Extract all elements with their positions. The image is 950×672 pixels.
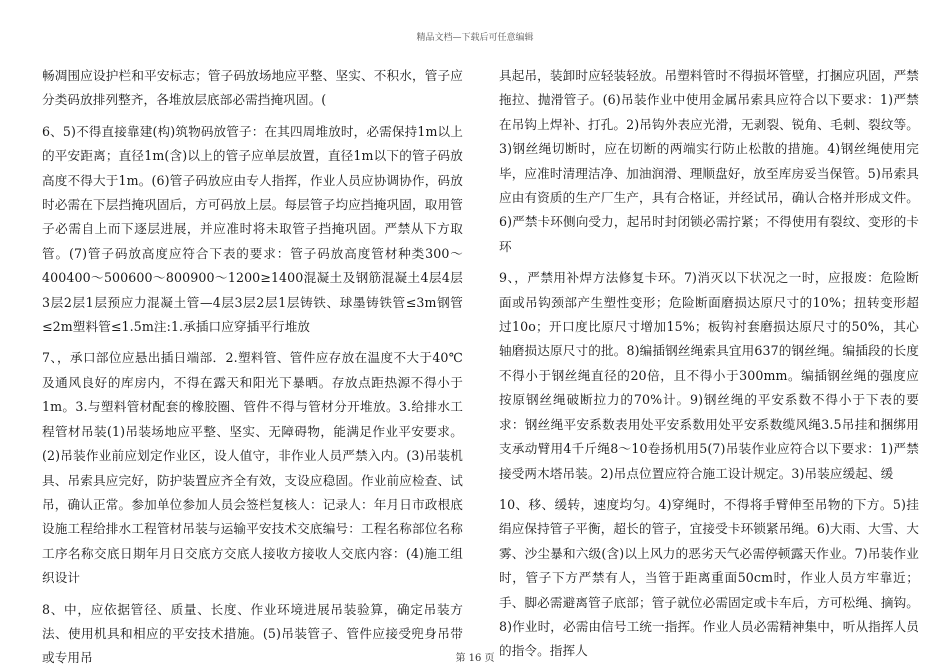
paragraph: 6、5)不得直接靠建(构)筑物码放管子：在其四周堆放时，必需保持1m以上的平安距离；直径1m(含)以上的管子应单层放置，直径1m以下的管子码放高度不得大于1m。(6)管子码放应由专人指挥，作业人员应协调协作，码放时必需在下层挡掩巩固后，方可码放上层。每层管子均应挡掩巩固，取用管子必需自上而下逐层进展，并应准时将未取管子挡掩巩固。严禁从下方取管。(7)管子码放高度应符合下表的要求：管子码放高度管材种类300～400400～500600～800900～1200≥1400混凝土及钢筋混凝土4层4层3层2层1层预应力混凝土管—4层3层2层1层铸铁、球墨铸铁管≤3m钢管≤2m塑料管≤1.5m注:1.承插口应穿插平行堆放: [42, 123, 463, 335]
paragraph: 8、中，应依据管径、质量、长度、作业环境进展吊装验算，确定吊装方法、使用机具和相应的平安技术措施。(5)吊装管子、管件应接受兜身吊带或专用吊: [42, 601, 463, 666]
paragraph: 10、移、缓转，速度均匀。4)穿绳时，不得将手臂伸至吊物的下方。5)挂绢应保持管子平衡，超长的管子，宜接受卡环锁紧吊绳。6)大雨、大雪、大雾、沙尘暴和六级(含)以上风力的恶劣天气必需停顿露天作业。7)吊装作业时，管子下方严禁有人，当管于距离重面50cm时，作业人员方牢靠近；手、脚必需避离管子底部；管子就位必需固定或卡车后，方可松绳、摘钩。8)作业时，必需由信号工统一指挥。作业人员必需精神集中，听从指挥人员的指令。指挥人: [499, 496, 919, 659]
right-column: [499, 64, 919, 664]
paragraph: 7、，承口部位应悬出插日端部．2.塑料管、管件应存放在温度不大于40℃及通风良好的库房内，不得在露天和阳光下暴晒。存放点距热源不得小于1m。3.与塑料管材配套的橡胶圈、管件不得与管材分开堆放。3.给排水工程管材吊装(1)吊装场地应平整、坚实、无障碍物，能满足作业平安要求。(2)吊装作业前应划定作业区，设人值守，非作业人员严禁入内。(3)吊装机具、吊索具应完好，防护装置应齐全有效，支设应稳固。作业前应检查、试吊，确认正常。参加单位参加人员会签栏复核人：记录人：年月日市政根底设施工程给排水工程管材吊装与运输平安技术交底编号：工程名称部位名称工序名称交底日期年月日交底方交底人接收方接收人交底内容：(4)施工组织设计: [42, 350, 463, 586]
page-number: 第 16 页: [455, 653, 495, 664]
paragraph: 具起吊，装卸时应轻装轻放。吊塑料管时不得损坏管壁，打捆应巩固，严禁拖拉、抛滑管子。(6)吊装作业中使用金属吊索具应符合以下要求：1)严禁在吊钩上焊补、打孔。2)吊钩外表应光滑，无剥裂、锐角、毛刺、裂纹等。3)钢丝绳切断时，应在切断的两端实行防止松散的措施。4)钢丝绳使用完毕，应准时清理洁净、加油润滑、理顺盘好，放至库房妥当保管。5)吊索具应由有资质的生产厂生产，具有合格证，并经试吊，确认合格并形成文件。6)严禁卡环侧向受力，起吊时封闭锁必需拧紧；不得使用有裂纹、变形的卡环: [499, 68, 919, 254]
left-column: [42, 64, 463, 671]
page-header: 精品文档—下载后可任意编辑: [416, 33, 534, 43]
paragraph: 9、，严禁用补焊方法修复卡环。7)消灭以下状况之一时，应报废：危险断面或吊钩颈部产生塑性变形；危险断面磨损达原尺寸的10%；扭转变形超过10o；开口度比原尺寸增加15%；板钩衬套磨损达原尺寸的50%，其心轴磨损达原尺寸的批。8)编插钢丝绳索具宜用637的钢丝绳。编插段的长度不得小于钢丝绳直径的20倍，且不得小于300mm。编插钢丝绳的强度应按原钢丝绳破断拉力的70%计。9)钢丝绳的平安系数不得小于下表的要求：钢丝绳平安系数表用处平安系数用处平安系数缆风绳3.5吊挂和捆绑用支承动臂用4千斤绳8～10卷扬机用5(7)吊装作业应符合以下要求：1)严禁接受两木塔吊装。2)吊点位置应符合施工设计规定。3)吊装应缓起、缓: [499, 270, 919, 481]
paragraph: 畅凋围应设护栏和平安标志；管子码放场地应平整、坚实、不积水，管子应分类码放排列整齐，各堆放层底部必需挡掩巩固。(: [42, 68, 463, 108]
